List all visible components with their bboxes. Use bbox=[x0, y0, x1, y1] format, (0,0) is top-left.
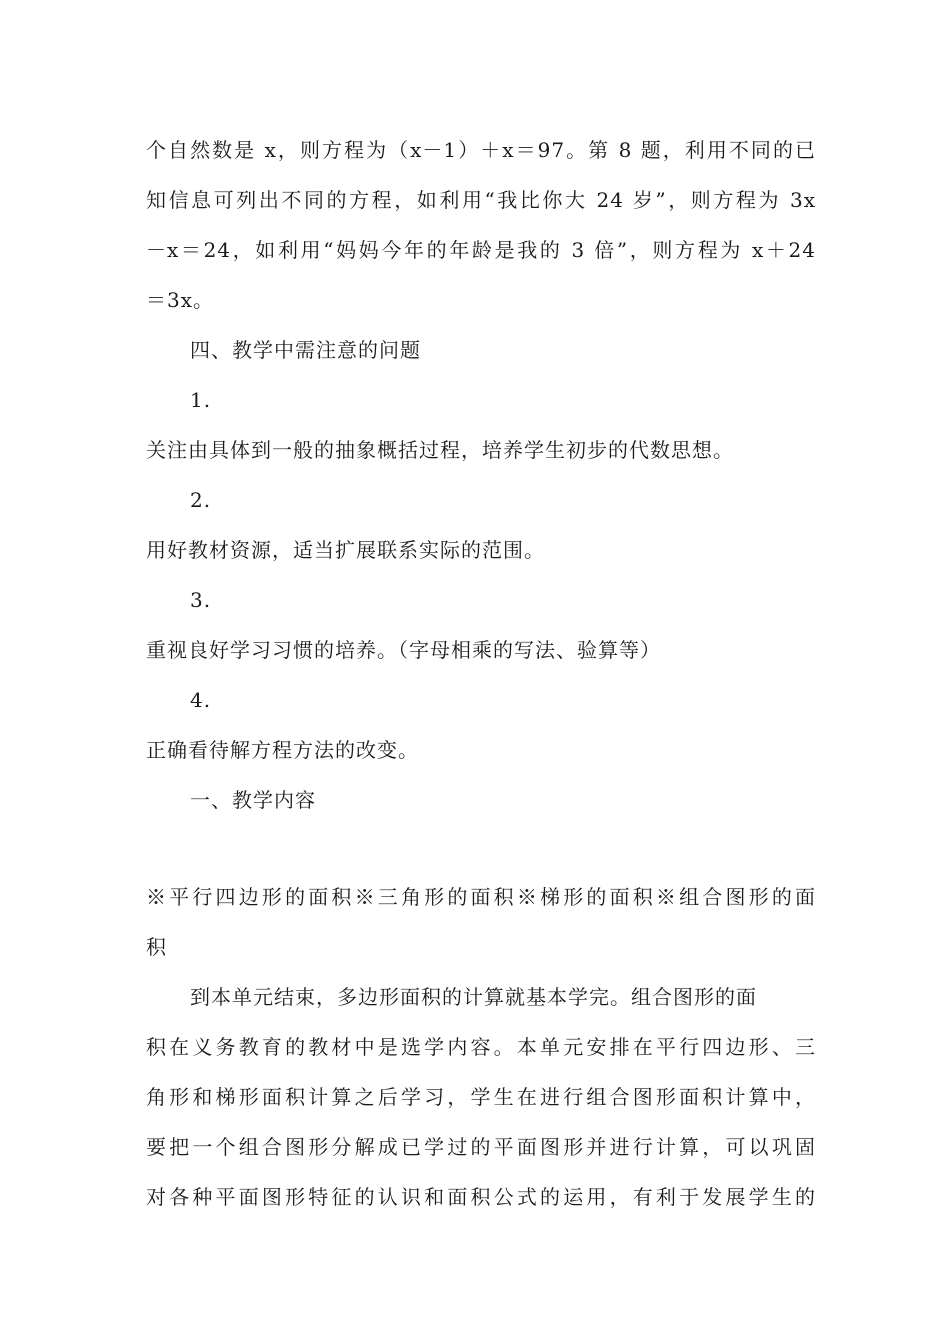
paragraph-line: ＝3x。 bbox=[146, 288, 215, 312]
list-item: 正确看待解方程方法的改变。 bbox=[146, 738, 419, 762]
topic-list-line: 积 bbox=[146, 935, 167, 959]
paragraph-line: 到本单元结束，多边形面积的计算就基本学完。组合图形的面 bbox=[190, 985, 757, 1009]
section-heading: 四、教学中需注意的问题 bbox=[190, 338, 421, 362]
paragraph-line: －x＝24，如利用“妈妈今年的年龄是我的 3 倍”，则方程为 x＋24 bbox=[146, 238, 816, 262]
paragraph-line: 角形和梯形面积计算之后学习，学生在进行组合图形面积计算中， bbox=[146, 1085, 816, 1109]
paragraph-line: 要把一个组合图形分解成已学过的平面图形并进行计算，可以巩固 bbox=[146, 1135, 816, 1159]
list-number: 2. bbox=[190, 488, 212, 512]
list-item: 用好教材资源，适当扩展联系实际的范围。 bbox=[146, 538, 545, 562]
paragraph-line: 个自然数是 x，则方程为（x－1）＋x＝97。第 8 题，利用不同的已 bbox=[146, 138, 816, 162]
list-number: 3. bbox=[190, 588, 212, 612]
list-item: 重视良好学习习惯的培养。（字母相乘的写法、验算等） bbox=[146, 638, 661, 662]
topic-list-line: ※平行四边形的面积※三角形的面积※梯形的面积※组合图形的面 bbox=[146, 885, 816, 909]
list-number: 4. bbox=[190, 688, 212, 712]
section-heading: 一、教学内容 bbox=[190, 788, 316, 812]
paragraph-line: 对各种平面图形特征的认识和面积公式的运用，有利于发展学生的 bbox=[146, 1185, 816, 1209]
list-item: 关注由具体到一般的抽象概括过程，培养学生初步的代数思想。 bbox=[146, 438, 734, 462]
paragraph-line: 积在义务教育的教材中是选学内容。本单元安排在平行四边形、三 bbox=[146, 1035, 816, 1059]
paragraph-line: 知信息可列出不同的方程，如利用“我比你大 24 岁”，则方程为 3x bbox=[146, 188, 816, 212]
list-number: 1. bbox=[190, 388, 212, 412]
